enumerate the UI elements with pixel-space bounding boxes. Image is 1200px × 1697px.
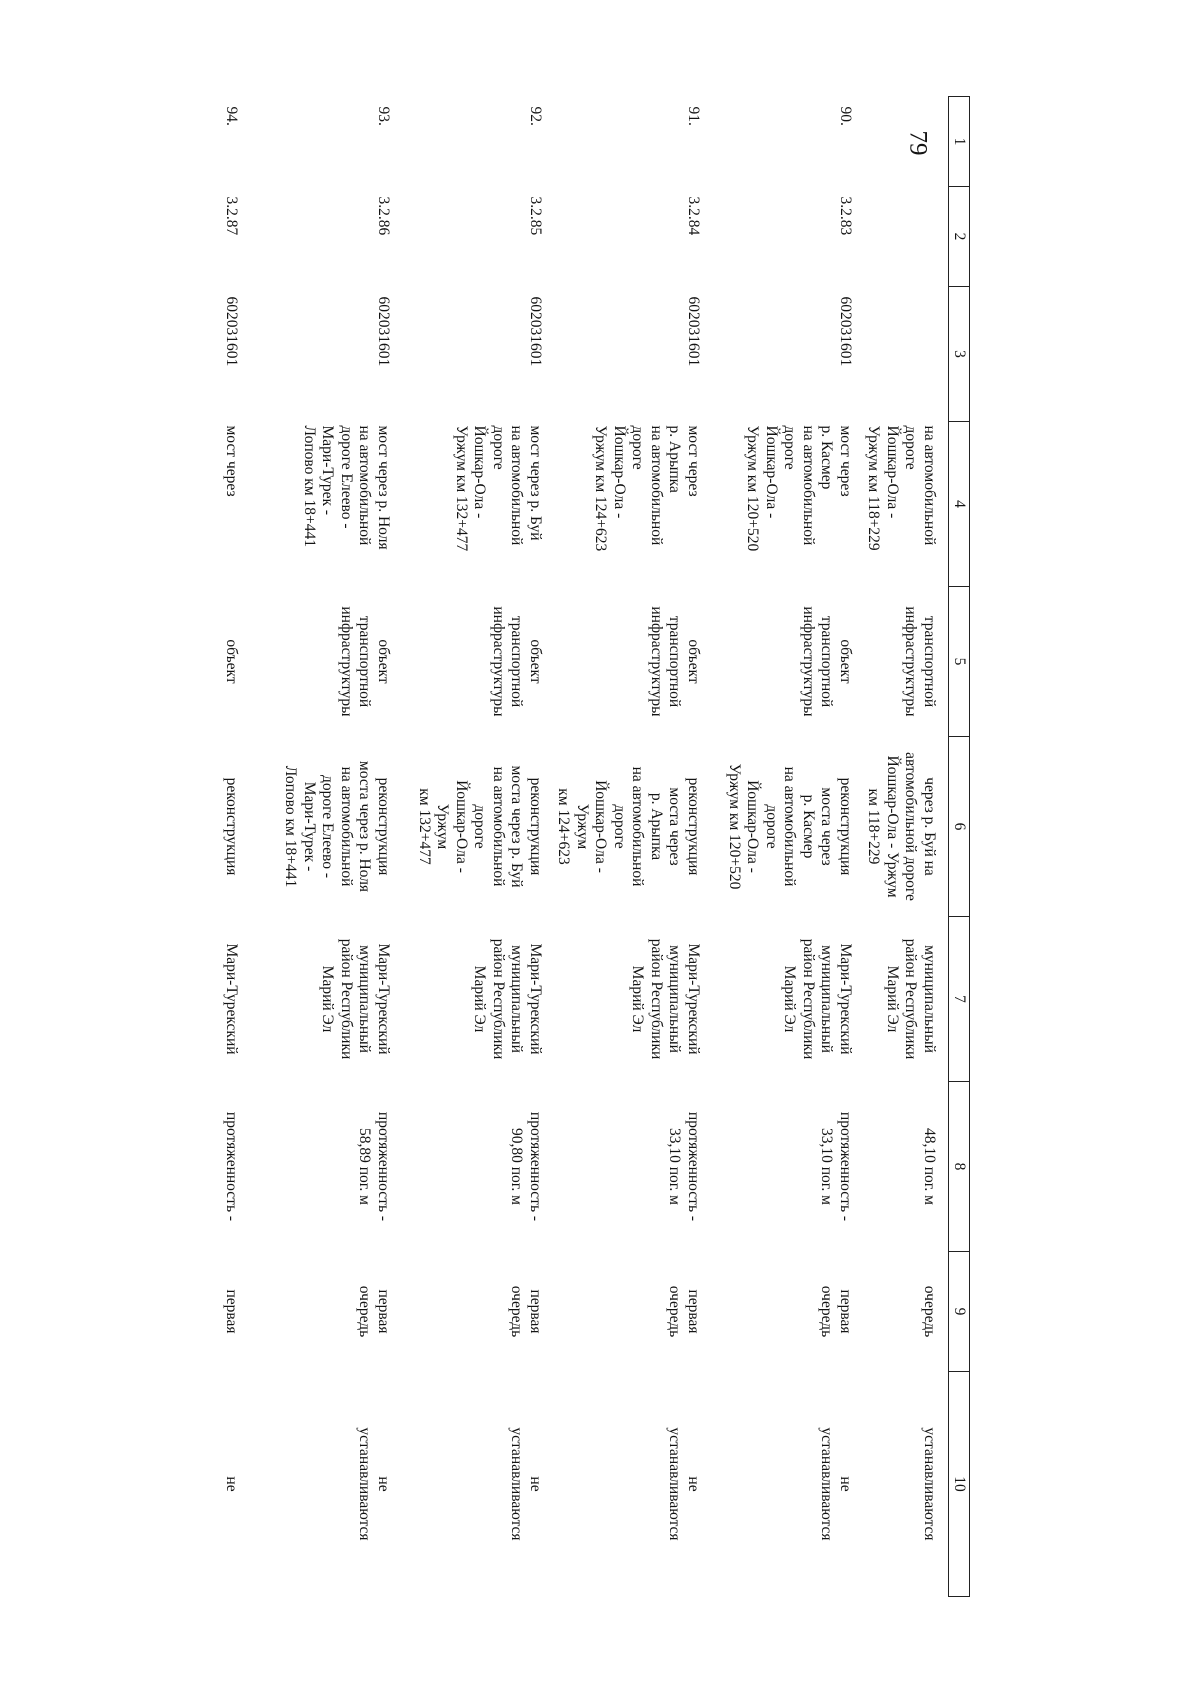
table-body — [200, 97, 949, 1597]
column-header: 5 — [949, 587, 970, 737]
priority-cell: очередь — [921, 1285, 938, 1338]
column-header: 9 — [949, 1252, 970, 1372]
zones-cell: устанавливаются — [921, 1427, 938, 1541]
characteristics-cell: протяженность - — [223, 1111, 240, 1222]
row-number-cell — [864, 97, 949, 187]
oktmo-code-cell: 602031601 — [223, 296, 240, 367]
table-row — [554, 97, 712, 1597]
object-type-cell: объект транспортной инфраструктуры — [800, 606, 854, 717]
priority-cell: первая очередь — [508, 1285, 544, 1338]
item-code-cell: 3.2.84 — [685, 196, 702, 236]
zones-cell: не — [223, 1476, 240, 1492]
priority-cell: первая — [223, 1289, 240, 1334]
object-type-cell: объект транспортной инфраструктуры — [648, 606, 702, 717]
location-cell: Мари-Турекский — [223, 943, 240, 1055]
oktmo-code-cell: 602031601 — [837, 296, 854, 367]
item-code-cell: 3.2.85 — [527, 196, 544, 236]
priority-cell: первая очередь — [356, 1285, 392, 1338]
characteristics-cell: протяженность - 33,10 пог. м — [818, 1111, 854, 1222]
row-number-cell: 90. — [837, 106, 854, 126]
location-cell: муниципальный район Республики Марий Эл — [884, 938, 938, 1060]
zones-cell: не устанавливаются — [818, 1427, 854, 1541]
item-code-cell: 3.2.83 — [837, 196, 854, 236]
oktmo-code-cell: 602031601 — [375, 296, 392, 367]
oktmo-code-cell: 602031601 — [527, 296, 544, 367]
item-code-cell: 3.2.86 — [375, 196, 392, 236]
location-cell: Мари-Турекский муниципальный район Республики Марий Эл — [319, 938, 392, 1060]
object-name-cell: мост через — [223, 425, 240, 497]
item-code-cell: 3.2.87 — [223, 196, 240, 236]
row-number-cell: 93. — [375, 106, 392, 126]
characteristics-cell: протяженность - 33,10 пог. м — [666, 1111, 702, 1222]
object-type-cell: транспортной инфраструктуры — [902, 606, 938, 717]
object-type-cell: объект — [223, 639, 240, 684]
characteristics-cell: протяженность - 58,89 пог. м — [356, 1111, 392, 1222]
item-code-cell — [864, 187, 949, 287]
column-header: 10 — [949, 1372, 970, 1597]
object-type-cell: объект транспортной инфраструктуры — [490, 606, 544, 717]
object-purpose-cell: реконструкция моста через р. Арыпка на автомобильной дороге Йошкар-Ола - Уржум км 124+623 — [555, 766, 702, 887]
page-number: 79 — [904, 130, 932, 156]
zones-cell: не устанавливаются — [356, 1427, 392, 1541]
location-cell: Мари-Турекский муниципальный район Республики Марий Эл — [629, 938, 702, 1060]
object-purpose-cell: реконструкция моста через р. Ноля на автомобильной дороге Елеево - Мари-Турек - Лопово км 18+441 — [282, 760, 392, 893]
object-name-cell: мост через р. Касмер на автомобильной дороге Йошкар-Ола - Уржум км 120+520 — [744, 425, 854, 552]
location-cell: Мари-Турекский муниципальный район Республики Марий Эл — [781, 938, 854, 1060]
zones-cell: не устанавливаются — [666, 1427, 702, 1541]
column-header: 8 — [949, 1082, 970, 1252]
location-cell: Мари-Турекский муниципальный район Республики Марий Эл — [471, 938, 544, 1060]
object-purpose-cell: через р. Буй на автомобильной дороге Йошкар-Ола - Уржум км 118+229 — [865, 752, 938, 901]
table-row — [200, 97, 250, 1597]
document-table-wrapper — [210, 96, 970, 1541]
column-header: 1 — [949, 97, 970, 187]
table-row — [864, 97, 949, 1597]
object-name-cell: мост через р. Арыпка на автомобильной дороге Йошкар-Ола - Уржум км 124+623 — [592, 425, 702, 552]
table-header-row — [949, 97, 970, 1597]
document-table — [200, 96, 970, 1597]
oktmo-code-cell — [864, 287, 949, 422]
characteristics-cell: протяженность - 90,80 пог. м — [508, 1111, 544, 1222]
column-header: 4 — [949, 422, 970, 587]
object-purpose-cell: реконструкция — [223, 777, 240, 876]
table-row — [250, 97, 402, 1597]
object-type-cell: объект транспортной инфраструктуры — [338, 606, 392, 717]
object-purpose-cell: реконструкция моста через р. Буй на автомобильной дороге Йошкар-Ола - Уржум км 132+477 — [416, 765, 544, 888]
oktmo-code-cell: 602031601 — [685, 296, 702, 367]
table-row — [712, 97, 864, 1597]
column-header: 3 — [949, 287, 970, 422]
object-name-cell: мост через р. Буй на автомобильной дороге Йошкар-Ола - Уржум км 132+477 — [453, 425, 544, 552]
row-number-cell: 91. — [685, 106, 702, 126]
characteristics-cell: 48,10 пог. м — [921, 1128, 938, 1205]
column-header: 7 — [949, 917, 970, 1082]
row-number-cell: 92. — [527, 106, 544, 126]
row-number-cell: 94. — [223, 106, 240, 126]
column-header: 2 — [949, 187, 970, 287]
zones-cell: не устанавливаются — [508, 1427, 544, 1541]
object-name-cell: мост через р. Ноля на автомобильной дороге Елеево - Мари-Турек - Лопово км 18+441 — [301, 425, 392, 550]
object-name-cell: на автомобильной дороге Йошкар-Ола - Уржум км 118+229 — [865, 425, 938, 551]
priority-cell: первая очередь — [818, 1285, 854, 1338]
priority-cell: первая очередь — [666, 1285, 702, 1338]
object-purpose-cell: реконструкция моста через р. Касмер на автомобильной дороге Йошкар-Ола - Уржум км 120+520 — [726, 763, 854, 890]
column-header: 6 — [949, 737, 970, 917]
table-row — [402, 97, 554, 1597]
